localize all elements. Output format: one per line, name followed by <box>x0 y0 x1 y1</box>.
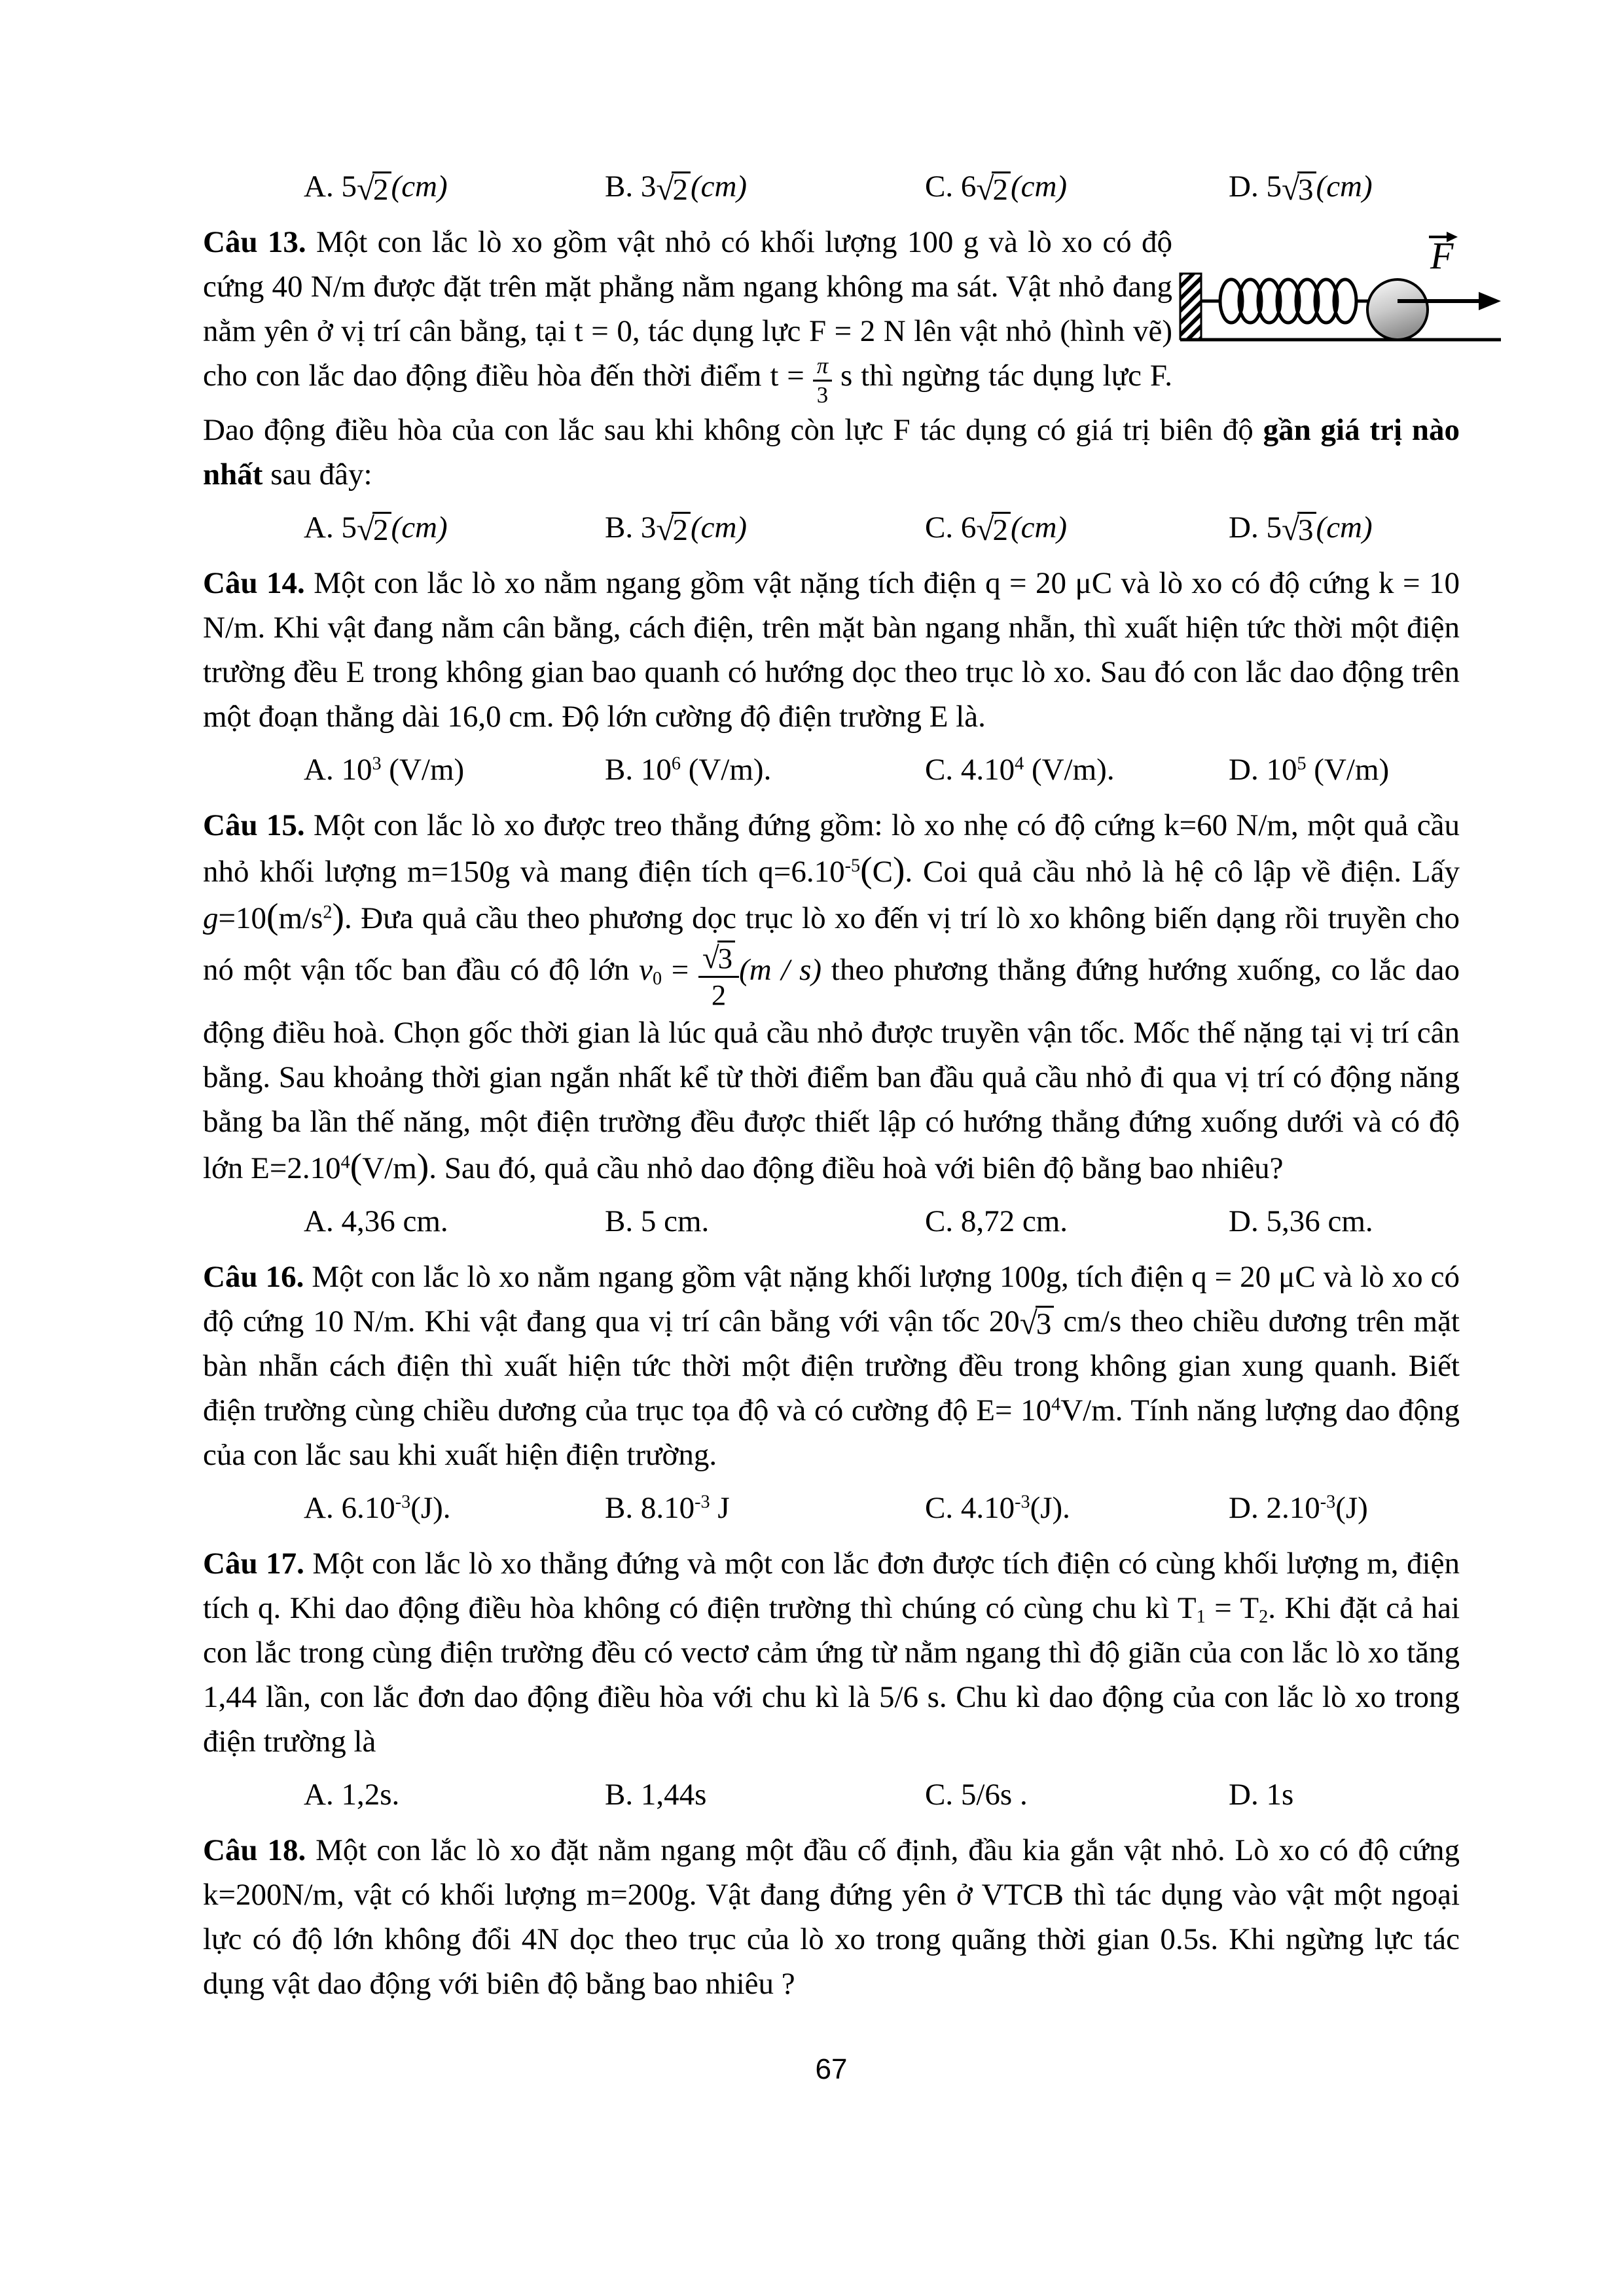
question-15 <box>203 803 1460 1191</box>
question-text: Một con lắc lò xo đặt nằm ngang một đầu cố định, đầu kia gắn vật nhỏ. Lò xo có độ cứng k=200N/m, vật có khối lượng m=200g. Vật đang đứng yên ở VTCB thì tác dụng vào vật một ngoại lực có độ lớn không đổi 4N dọc theo trục của lò xo trong quãng thời gian 0.5s. Khi ngừng lực tác dụng vật dao động với biên độ bằng bao nhiêu ? <box>203 1833 1460 2001</box>
option-label: B. <box>605 510 634 545</box>
option-label: B. <box>605 1204 634 1238</box>
option-value: $10^5$ (V/m) <box>1266 752 1390 787</box>
spring <box>1201 279 1370 323</box>
page-content <box>203 157 1460 2011</box>
spring-mass-figure <box>1179 225 1503 353</box>
option-label: C. <box>925 1490 954 1525</box>
option-label: A. <box>304 510 334 545</box>
page-number: 67 <box>815 2053 848 2085</box>
option-label: A. <box>304 170 334 204</box>
option-value: $10^6$ (V/m). <box>640 752 772 787</box>
option-d <box>1229 1769 1460 1820</box>
option-label: B. <box>605 170 634 204</box>
option-label: B. <box>605 1490 634 1525</box>
question-13 <box>203 220 1460 497</box>
option-label: D. <box>1229 1777 1259 1812</box>
question-text: Một con lắc lò xo được treo thẳng đứng gồm: lò xo nhẹ có độ cứng k=60 N/m, một quả cầu nhỏ khối lượng m=150g và mang điện tích $q=6.10^{-5}(C)$. Coi quả cầu nhỏ là hệ cô lập về điện. Lấy $g=10(m/s^2)$. Đưa quả cầu theo phương dọc trục lò xo đến vị trí lò xo không biến dạng rồi truyền cho nó một vận tốc ban đầu có độ lớn $v_0$ = $\frac{√3}{2}$ (m / s) theo phương thẳng đứng hướng xuống, co lắc dao động điều hoà. Chọn gốc thời gian là lúc quả cầu nhỏ được truyền vận tốc. Mốc thế nặng tại vị trí cân bằng. Sau khoảng thời gian ngắn nhất kể từ thời điểm ban đầu quả cầu nhỏ đi qua vị trí có động năng bằng ba lần thế năng, một điện trường đều được thiết lập có hướng thẳng đứng xuống dưới và có độ lớn $E=2.10^4(V/m)$. Sau đó, quả cầu nhỏ dao động điều hoà với biên độ bằng bao nhiêu? <box>203 808 1460 1186</box>
option-label: D. <box>1229 1490 1259 1525</box>
option-d <box>1229 1196 1460 1247</box>
option-d <box>1229 161 1460 212</box>
option-value: $10^3$ (V/m) <box>341 752 465 787</box>
option-d <box>1229 502 1460 553</box>
option-label: D. <box>1229 510 1259 545</box>
wall <box>1180 274 1201 339</box>
option-label: B. <box>605 752 634 787</box>
option-value: 4,36 cm. <box>341 1204 448 1238</box>
question-text: Một con lắc lò xo nằm ngang gồm vật nặng tích điện q = 20 μC và lò xo có độ cứng k = 10 N/m. Khi vật đang nằm cân bằng, cách điện, trên mặt bàn ngang nhẵn, thì xuất hiện tức thời một điện trường đều E trong không gian bao quanh có hướng dọc theo trục lò xo. Sau đó con lắc dao động trên một đoạn thẳng dài 16,0 cm. Độ lớn cường độ điện trường E là. <box>203 565 1460 734</box>
option-c <box>925 161 1229 212</box>
option-label: C. <box>925 1777 954 1812</box>
option-a <box>304 502 605 553</box>
option-b <box>605 161 925 212</box>
question-18 <box>203 1828 1460 2006</box>
option-value: $2.10^{-3}(J)$ <box>1266 1490 1368 1525</box>
option-label: C. <box>925 1204 954 1238</box>
answer-row-q15 <box>203 1196 1460 1247</box>
option-label: C. <box>925 510 954 545</box>
option-value: 8,72 cm. <box>960 1204 1068 1238</box>
option-value: $4.10^{-3}(J)$. <box>960 1490 1070 1525</box>
option-value: 5/6s . <box>960 1777 1028 1812</box>
option-a <box>304 1769 605 1820</box>
option-d <box>1229 744 1460 795</box>
option-c <box>925 1196 1229 1247</box>
option-value: 5√2(cm) <box>341 170 448 207</box>
option-value: 5√3(cm) <box>1266 510 1373 548</box>
option-value: 6√2(cm) <box>960 170 1068 207</box>
question-number: Câu 14. <box>203 565 305 600</box>
question-number: Câu 15. <box>203 808 305 842</box>
answer-row-q13 <box>203 502 1460 553</box>
option-value: 1,44s <box>640 1777 707 1812</box>
option-label: A. <box>304 1204 334 1238</box>
question-text: Một con lắc lò xo gồm vật nhỏ có khối lượng 100 g và lò xo có độ cứng 40 N/m được đặt trên mặt phẳng nằm ngang không ma sát. Vật nhỏ đang nằm yên ở vị trí cân bằng, tại t = 0, tác dụng lực F = 2 N lên vật nhỏ (hình vẽ) cho con lắc dao động điều hòa đến thời điểm t = $\frac{\pi}{3}$ s thì ngừng tác dụng lực F. Dao động điều hòa của con lắc sau khi không còn lực F tác dụng có giá trị biên độ gần giá trị nào nhất sau đây: <box>203 225 1460 492</box>
option-label: A. <box>304 1777 334 1812</box>
option-label: A. <box>304 752 334 787</box>
option-b <box>605 502 925 553</box>
answer-row-q17 <box>203 1769 1460 1820</box>
option-c <box>925 744 1229 795</box>
option-value: 3√2(cm) <box>640 170 748 207</box>
option-value: 6√2(cm) <box>960 510 1068 548</box>
option-value: 3√2(cm) <box>640 510 748 548</box>
answer-row-q16 <box>203 1482 1460 1534</box>
option-value: 5√3(cm) <box>1266 170 1373 207</box>
option-value: 4.10$^4$ (V/m). <box>960 752 1115 787</box>
question-17 <box>203 1541 1460 1764</box>
option-a <box>304 744 605 795</box>
option-value: 1,2s. <box>341 1777 400 1812</box>
force-label: F <box>1430 234 1454 277</box>
question-number: Câu 16. <box>203 1259 304 1294</box>
question-text: Một con lắc lò xo thẳng đứng và một con lắc đơn được tích điện có cùng khối lượng m, điện tích q. Khi dao động điều hòa không có điện trường thì chúng có cùng chu kì $T_1 = T_2$. Khi đặt cả hai con lắc trong cùng điện trường đều có vectơ cảm ứng từ nằm ngang thì độ giãn của con lắc lò xo tăng 1,44 lần, con lắc đơn dao động điều hòa với chu kì là 5/6 s. Chu kì dao động của con lắc lò xo trong điện trường là <box>203 1546 1460 1759</box>
option-value: 1s <box>1266 1777 1294 1812</box>
option-a <box>304 1196 605 1247</box>
option-value: $8.10^{-3}$ J <box>640 1490 730 1525</box>
option-d <box>1229 1482 1460 1534</box>
option-c <box>925 1482 1229 1534</box>
option-a <box>304 1482 605 1534</box>
question-14 <box>203 561 1460 739</box>
option-label: C. <box>925 752 954 787</box>
option-b <box>605 1769 925 1820</box>
option-value: 5√2(cm) <box>341 510 448 548</box>
option-value: $6.10^{-3}(J)$. <box>341 1490 451 1525</box>
option-b <box>605 744 925 795</box>
option-c <box>925 502 1229 553</box>
option-b <box>605 1482 925 1534</box>
force-vector-label <box>1429 232 1458 277</box>
question-number: Câu 17. <box>203 1546 304 1581</box>
option-label: B. <box>605 1777 634 1812</box>
option-label: A. <box>304 1490 334 1525</box>
option-a <box>304 161 605 212</box>
mass-ball <box>1367 279 1428 340</box>
answer-row-q14 <box>203 744 1460 795</box>
option-label: D. <box>1229 1204 1259 1238</box>
question-number: Câu 18. <box>203 1833 306 1867</box>
option-label: D. <box>1229 170 1259 204</box>
option-label: C. <box>925 170 954 204</box>
question-text: Một con lắc lò xo nằm ngang gồm vật nặng khối lượng 100g, tích điện q = 20 μC và lò xo có độ cứng 10 N/m. Khi vật đang qua vị trí cân bằng với vận tốc 20√3 cm/s theo chiều dương trên mặt bàn nhẵn cách điện thì xuất hiện tức thời một điện trường đều trong không gian xung quanh. Biết điện trường cùng chiều dương của trục tọa độ và có cường độ $E= 10^4V/m$. Tính năng lượng dao động của con lắc sau khi xuất hiện điện trường. <box>203 1259 1460 1472</box>
answer-row-intro <box>203 161 1460 212</box>
option-label: D. <box>1229 752 1259 787</box>
option-value: 5 cm. <box>640 1204 710 1238</box>
question-number: Câu 13. <box>203 225 306 259</box>
option-b <box>605 1196 925 1247</box>
question-16 <box>203 1255 1460 1477</box>
option-c <box>925 1769 1229 1820</box>
option-value: 5,36 cm. <box>1266 1204 1373 1238</box>
